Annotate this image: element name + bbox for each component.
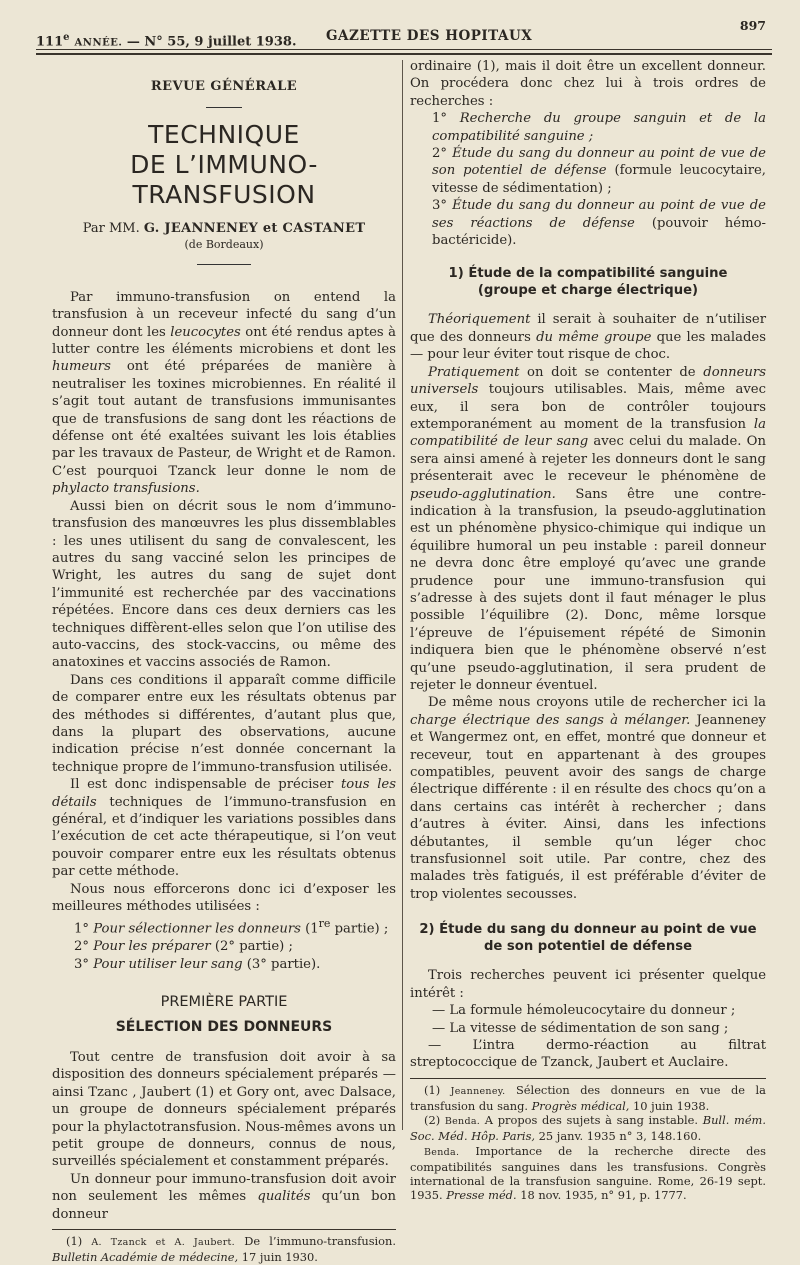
- list-item: 2° Pour les préparer (2° partie) ;: [74, 939, 293, 955]
- header-page-number: 897: [739, 18, 766, 33]
- footnote: Benda. Importance de la recherche directe des compatibilités sanguines dans les transfusions. Congrès international de la transfusion sanguine. Rome, 26-19 sept. 1935. Presse méd. 18 nov. 1935, n° 91, p. 1777.: [410, 1143, 766, 1203]
- divider: [206, 107, 242, 108]
- paragraph: Tout centre de transfusion doit avoir à sa disposition des donneurs spécialement préparés — ainsi Tzanc , Jaubert (1) et Gory ont, avec Dalsace, un groupe de donneurs spécialement préparés pour la phylactotransfusion. Nous-mêmes avons un petit groupe de donneurs, connus de nous, surveillés spécialement et constamment préparés.: [52, 1050, 396, 1170]
- paragraph: Par immuno-transfusion on entend la transfusion à un receveur infecté du sang d’un donneur dont les leucocytes ont été rendus aptes à lutter contre les éléments microbiens et dont les humeurs ont été préparées de manière à neutraliser les toxines microbiennes. En réalité il s’agit tout autant de transfusions immunisantes que de transfusions de sang dont les réactions de défense ont été exaltées suivant les lois établies par les travaux de Pasteur, de Wright et de Ramon. C’est pourquoi Tzanck leur donne le nom de phylacto transfusions.: [52, 289, 396, 497]
- list-item: — La formule hémoleucocytaire du donneur ;: [432, 1003, 736, 1019]
- article-title-line2: DE L’IMMUNO-TRANSFUSION: [130, 150, 318, 210]
- footnote: (1) Jeanneney. Sélection des donneurs en vue de la transfusion du sang. Progrès médical, 10 juin 1938.: [410, 1082, 766, 1113]
- article-title-line1: TECHNIQUE: [148, 120, 300, 150]
- part-subheading: SÉLECTION DES DONNEURS: [115, 1019, 333, 1036]
- list-item: 1° Recherche du groupe sanguin et de la compatibilité sanguine ;: [432, 111, 766, 144]
- paragraph: Trois recherches peuvent ici présenter quelque intérêt :: [410, 968, 766, 1001]
- header-rule-thick: [36, 53, 772, 55]
- paragraph: Un donneur pour immuno-transfusion doit avoir non seulement les mêmes qualités qu’un bon donneur: [52, 1171, 397, 1222]
- article-affiliation: (de Bordeaux): [184, 237, 264, 251]
- paragraph: De même nous croyons utile de rechercher ici la charge électrique des sangs à mélanger. Jeanneney et Wangermez ont, en effet, montré que donneur et receveur, tout en appartenant à des groupes compatibles, peuvent avoir des sangs de charge électrique différente : il en résulte des chocs qu’on a dans certains cas intérêt à rechercher ; dans d’autres à éviter. Ainsi, dans les infections débutantes, il semble qu’un léger choc transfusionnel soit utile. Par contre, chez des malades très fatigués, il est préférable d’éviter de trop violentes secousses.: [410, 695, 766, 902]
- paragraph: Théoriquement il serait à souhaiter de n’utiliser que des donneurs du même groupe que les malades — pour leur éviter tout risque de choc.: [410, 312, 766, 363]
- footnote: (1) A. Tzanck et A. Jaubert. De l’immuno-transfusion. Bulletin Académie de médecine, 17 juin 1930.: [52, 1234, 396, 1265]
- list-item: — L’intra dermo-réaction au filtrat streptococcique de Tzanck, Jaubert et Auclaire.: [410, 1037, 766, 1071]
- header-rule: [36, 49, 772, 50]
- section-label: REVUE GÉNÉRALE: [150, 79, 298, 94]
- article-authors: Par MM. G. JEANNENEY et CASTANET: [82, 221, 366, 237]
- list-item: 3° Étude du sang du donneur au point de vue de ses réactions de défense (pouvoir hémo-bactéricide).: [432, 198, 767, 249]
- divider: [197, 264, 251, 265]
- header-issue: 111e ANNÉE. — N° 55, 9 juillet 1938.: [36, 32, 297, 50]
- footnote-rule: [52, 1229, 396, 1230]
- list-item: — La vitesse de sédimentation de son sang ;: [432, 1020, 729, 1036]
- running-header: [36, 16, 772, 56]
- paragraph: Pratiquement on doit se contenter de donneurs universels toujours utilisables. Mais, même avec eux, il sera bon de contrôler toujours extemporanément au moment de la transfusion la compatibilité de leur sang avec celui du malade. On sera ainsi amené à rejeter les donneurs dont le sang présenterait avec le receveur le phénomène de pseudo-agglutination. Sans être une contre-indication à la transfusion, la pseudo-agglutination est un phénomène physico-chimique qui indique un équilibre humoral un peu instable : pareil donneur ne devra donc être employé qu’avec une grande prudence pour une immuno-transfusion qui s’adresse à des sujets dont il faut ménager le plus possible l’équilibre (2). Donc, même lorsque l’épreuve de l’épuisement répété de Simonin indiquera bien que le phénomène observé n’est qu’une pseudo-agglutination, il sera prudent de rejeter le donneur éventuel.: [410, 364, 766, 693]
- footnote-rule: [410, 1078, 766, 1079]
- column-divider: [402, 60, 403, 1130]
- paragraph: ordinaire (1), mais il doit être un excellent donneur. On procédera donc chez lui à trois ordres de recherches :: [410, 59, 766, 109]
- right-column: [410, 58, 766, 1202]
- part-heading: PREMIÈRE PARTIE: [160, 994, 288, 1011]
- paragraph: Nous nous efforcerons donc ici d’exposer les meilleures méthodes utilisées :: [52, 881, 396, 915]
- footnotes: [410, 1083, 766, 1203]
- header-journal-title: GAZETTE DES HOPITAUX: [326, 28, 533, 44]
- list-item: 3° Pour utiliser leur sang (3° partie).: [74, 956, 321, 972]
- section-heading: 2) Étude du sang du donneur au point de vue de son potentiel de défense: [419, 922, 757, 955]
- list-item: 2° Étude du sang du donneur au point de vue de son potentiel de défense (formule leucocytaire, vitesse de sédimentation) ;: [432, 146, 766, 196]
- section-heading: 1) Étude de la compatibilité sanguine (groupe et charge électrique): [448, 266, 728, 299]
- left-column: [52, 76, 396, 1265]
- method-list: [52, 915, 396, 973]
- footnotes: [52, 1234, 396, 1264]
- paragraph: Il est donc indispensable de préciser tous les détails techniques de l’immuno-transfusion en général, et d’indiquer les variations possibles dans l’exécution de cet acte thérapeutique, si l’on veut pouvoir comparer entre eux les résultats obtenus par cette méthode.: [52, 777, 396, 880]
- footnote: (2) Benda. A propos des sujets à sang instable. Bull. mém. Soc. Méd. Hôp. Paris, 25 janv. 1935 n° 3, 148.160.: [410, 1113, 766, 1144]
- paragraph: Aussi bien on décrit sous le nom d’immuno-transfusion des manœuvres les plus dissemblables : les unes utilisent du sang de convalescent, les autres du sang vacciné selon les principes de Wright, les autres du sang de sujet dont l’immunité est recherchée par des vaccinations répétées. Encore dans ces deux derniers cas les techniques diffèrent-elles selon que l’on utilise des auto-vaccins, des stock-vaccins, ou même des anatoxines et vaccins associés de Ramon.: [52, 498, 396, 671]
- research-list: [410, 110, 766, 249]
- dash-list: [410, 1002, 766, 1072]
- list-item: 1° Pour sélectionner les donneurs (1re partie) ;: [74, 917, 389, 937]
- paragraph: Dans ces conditions il apparaît comme difficile de comparer entre eux les résultats obtenus par des méthodes si différentes, d’autant plus que, dans la plupart des observations, aucune indication précise n’est donnée concernant la technique propre de l’immuno-transfusion utilisée.: [52, 672, 396, 775]
